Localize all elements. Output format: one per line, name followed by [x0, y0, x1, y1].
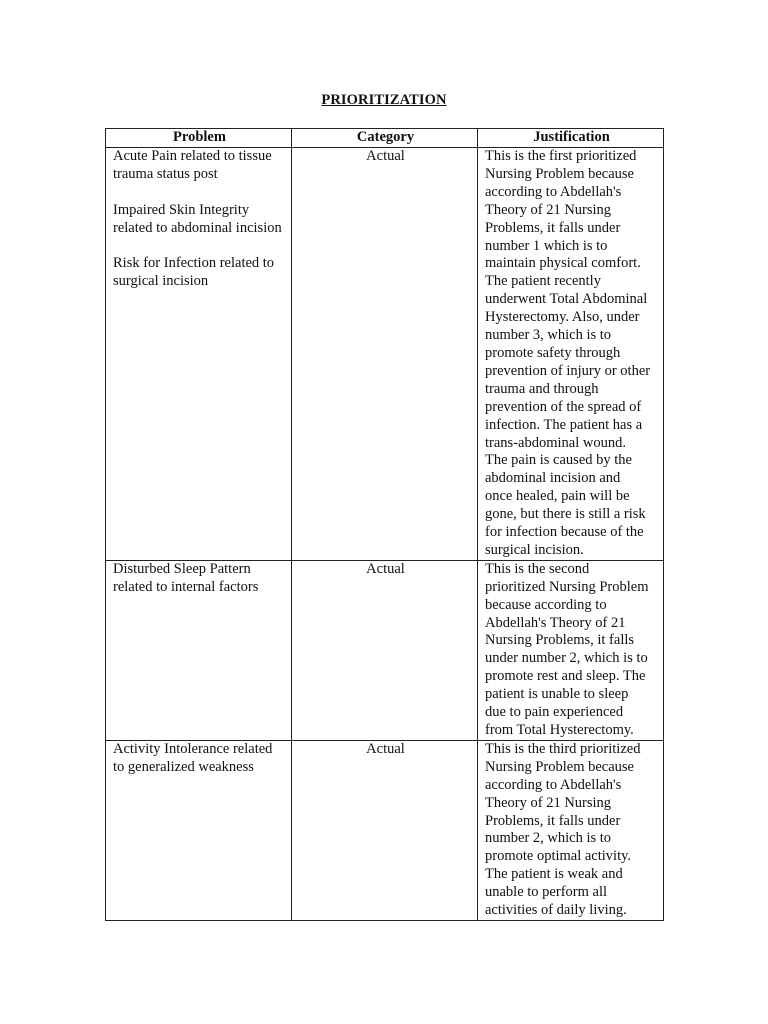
table-row	[106, 740, 664, 920]
category-cell: Actual	[292, 148, 478, 561]
problem-activity-intolerance: Activity Intolerance related to generalized weakness	[113, 740, 273, 775]
table-header-row	[106, 129, 664, 148]
page-title: PRIORITIZATION	[321, 92, 447, 108]
problem-acute-pain: Acute Pain related to tissue trauma status post	[113, 148, 272, 182]
problem-disturbed-sleep-pattern: Disturbed Sleep Pattern related to internal factors	[113, 560, 259, 595]
problem-cell	[106, 740, 292, 920]
column-header-category: Category	[292, 129, 478, 148]
category-cell: Actual	[292, 740, 478, 920]
problem-risk-for-infection: Risk for Infection related to surgical incision	[113, 255, 275, 290]
justification-cell	[478, 560, 664, 740]
problem-cell	[106, 560, 292, 740]
column-header-justification: Justification	[478, 129, 664, 148]
justification-cell	[478, 148, 664, 561]
prioritization-table	[105, 128, 664, 921]
justification-text: This is the second prioritized Nursing Problem because according to Abdellah's Theory of 21 Nursing Problems, it falls under number 2, which is to promote rest and sleep. The patient is unable to sleep due to pain experienced from Total Hysterectomy.	[485, 560, 649, 738]
column-header-problem: Problem	[106, 129, 292, 148]
problem-impaired-skin-integrity: Impaired Skin Integrity related to abdominal incision	[113, 201, 282, 236]
table-row	[106, 560, 664, 740]
table-row	[106, 148, 664, 561]
justification-cell	[478, 740, 664, 920]
justification-text: This is the third prioritized Nursing Problem because according to Abdellah's Theory of 21 Nursing Problems, it falls under number 2, which is to promote optimal activity. The patient is weak and unable to perform all activities of daily living.	[485, 740, 641, 919]
category-cell: Actual	[292, 560, 478, 740]
problem-cell	[106, 148, 292, 561]
justification-text: This is the first prioritized Nursing Problem because according to Abdellah's Theory of 21 Nursing Problems, it falls under number 1 which is to maintain physical comfort. The patient recently underwent Total Abdominal Hysterectomy. Also, under number 3, which is to promote safety through prevention of injury or other trauma and through prevention of the spread of infection. The patient has a trans-abdominal wound. The pain is caused by the abdominal incision and once healed, pain will be gone, but there is still a risk for infection because of the surgical incision.	[485, 148, 651, 558]
